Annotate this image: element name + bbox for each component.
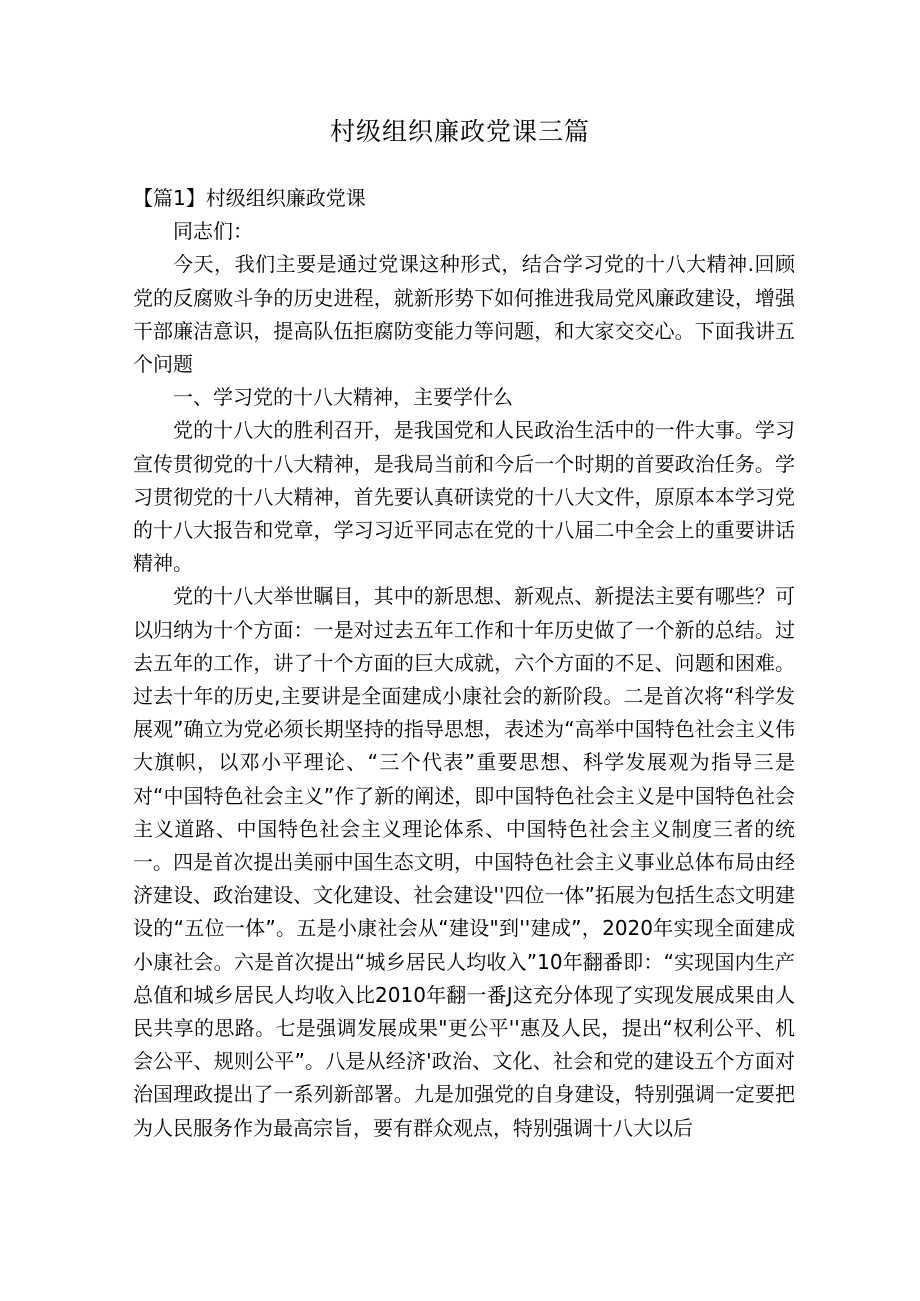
subheading-one: 一、学习党的十八大精神，主要学什么 <box>173 385 513 410</box>
paragraph-ten-aspects: 党的十八大举世瞩目，其中的新思想、新观点、新提法主要有哪些？可以归纳为十个方面：一是对过去五年工作和十年历史做了一个新的总结。过去五年的工作，讲了十个方面的巨大成就，六个方面的不足、问题和困难。过去十年的历史,主要讲是全面建成小康社会的新阶段。二是首次将“科学发展观”确立为党必须长期坚持的指导思想，表述为“高举中国特色社会主义伟大旗帜，以邓小平理论、“三个代表”重要思想、科学发展观为指导三是对“中国特色社会主义”作了新的阐述，即中国特色社会主义是中国特色社会主义道路、中国特色社会主义理论体系、中国特色社会主义制度三者的统一。四是首次提出美丽中国生态文明，中国特色社会主义事业总体布局由经济建设、政治建设、文化建设、社会建设''四位一体”拓展为包括生态文明建设的“五位一体”。五是小康社会从“建设"到''建成”，2020年实现全面建成小康社会。六是首次提出“城乡居民人均收入”10年翻番即：“实现国内生产总值和城乡居民人均收入比2010年翻一番J这充分体现了实现发展成果由人民共享的思路。七是强调发展成果"更公平''惠及人民，提出“权利公平、机会公平、规则公平”。八是从经济'政治、文化、社会和党的建设五个方面对治国理政提出了一系列新部署。九是加强党的自身建设，特别强调一定要把为人民服务作为最高宗旨，要有群众观点，特别强调十八大以后 <box>133 584 795 1140</box>
section-heading: 【篇1】村级组织廉政党课 <box>133 186 366 210</box>
document-body <box>133 182 795 1145</box>
paragraph-congress: 党的十八大的胜利召开，是我国党和人民政治生活中的一件大事。学习宣传贯彻党的十八大精神，是我局当前和今后一个时期的首要政治任务。学习贯彻党的十八大精神，首先要认真研读党的十八大文件，原原本本学习党的十八大报告和党章，学习习近平同志在党的十八届二中全会上的重要讲话精神。 <box>133 418 795 576</box>
paragraph-intro: 今天，我们主要是通过党课这种形式，结合学习党的十八大精神.回顾党的反腐败斗争的历史进程，就新形势下如何推进我局党风廉政建设，增强干部廉洁意识，提高队伍拒腐防变能力等问题，和大家交交心。下面我讲五个问题 <box>133 252 795 377</box>
document-title: 村级组织廉政党课三篇 <box>329 117 590 146</box>
salutation: 同志们： <box>173 219 253 244</box>
